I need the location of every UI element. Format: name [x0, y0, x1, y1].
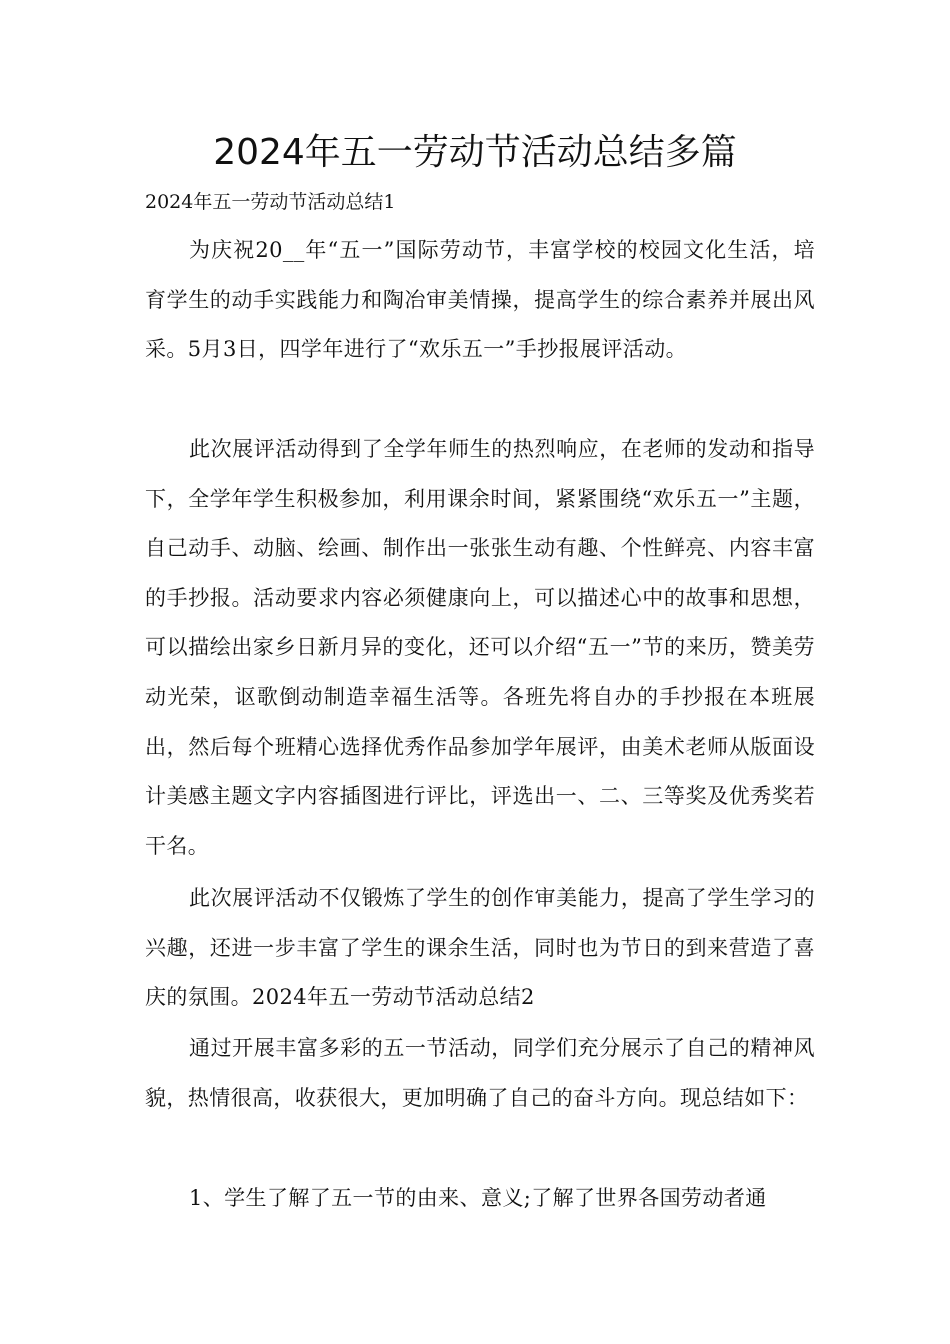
paragraph-5: 1、学生了解了五一节的由来、意义;了解了世界各国劳动者通	[189, 1186, 767, 1210]
paragraph-3: 此次展评活动不仅锻炼了学生的创作审美能力，提高了学生学习的兴趣，还进一步丰富了学生的课余生活，同时也为节日的到来营造了喜庆的氛围。2024年五一劳动节活动总结2	[145, 886, 815, 1010]
paragraph-4: 通过开展丰富多彩的五一节活动，同学们充分展示了自己的精神风貌，热情很高，收获很大，更加明确了自己的奋斗方向。现总结如下：	[145, 1036, 815, 1110]
section-heading: 2024年五一劳动节活动总结1	[145, 191, 396, 213]
document-title: 2024年五一劳动节活动总结多篇	[213, 132, 737, 173]
paragraph-2: 此次展评活动得到了全学年师生的热烈响应，在老师的发动和指导下，全学年学生积极参加，利用课余时间，紧紧围绕“欢乐五一”主题，自己动手、动脑、绘画、制作出一张张生动有趣、个性鲜亮、内容丰富的手抄报。活动要求内容必须健康向上，可以描述心中的故事和思想，可以描绘出家乡日新月异的变化，还可以介绍“五一”节的来历，赞美劳动光荣，讴歌倒动制造幸福生活等。各班先将自办的手抄报在本班展出，然后每个班精心选择优秀作品参加学年展评，由美术老师从版面设计美感主题文字内容插图进行评比，评选出一、二、三等奖及优秀奖若干名。	[145, 437, 815, 858]
paragraph-1: 为庆祝20__年“五一”国际劳动节，丰富学校的校园文化生活，培育学生的动手实践能力和陶冶审美情操，提高学生的综合素养并展出风采。5月3日，四学年进行了“欢乐五一”手抄报展评活动。	[145, 238, 815, 362]
